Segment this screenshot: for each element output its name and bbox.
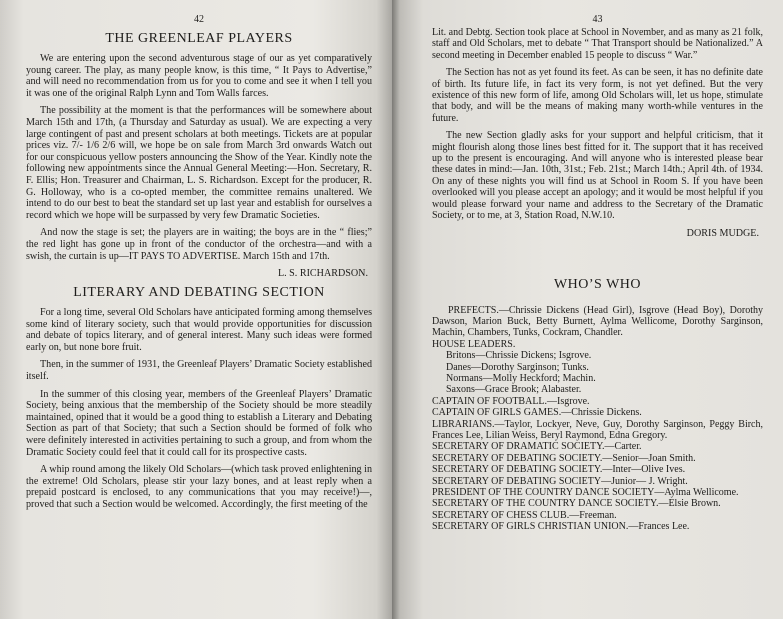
paragraph: And now the stage is set; the players are in waiting; the boys are in the “ flies;” the red light has gone up in front of the conductor of the orchestra—and with a swish, the curtain is up—IT PAYS TO ADVERTISE. March 15th and 17th. (26, 227, 372, 262)
paragraph: For a long time, several Old Scholars have anticipated forming among themselves some kind of literary society, such that would provide opportunities for discussion and debate of topics literary, and of general interest. Many such ideas were formed early on, but none bore fruit. (26, 307, 372, 353)
house-leader-entry: Saxons—Grace Brook; Alabaster. (446, 384, 582, 396)
page-number: 43 (592, 14, 603, 25)
office-entry: SECRETARY OF GIRLS CHRISTIAN UNION.—Frances Lee. (432, 521, 690, 533)
office-entry: SECRETARY OF DRAMATIC SOCIETY.—Carter. (432, 441, 642, 453)
house-leader-entry: Normans—Molly Heckford; Machin. (446, 372, 596, 384)
paragraph: The possibility at the moment is that the performances will be somewhere about March 15th and 17th, (a Thursday and Saturday as usual). We are expecting a very large contingent of past and present scholars at both meetings. Tickets are at popular prices viz. 7/- 1/6 2/6 will, we hope be on sale from March 3rd onwards Watch out for our conspicuous yellow posters announcing the Show of the Year. Kindly note the following new appointments since the Annual General Meeting:—Hon. Secretary, R. F. Ellis; Hon. Treasurer and Chairman, L. S. Richardson. Except for the producer, R. G. Holloway, who is a co-opted member, the committee remains unaltered. We intend to do our best to beat the standard set up last year and establish for ourselves a record which we hope will be surpassed by very few Dramatic Societies. (26, 105, 372, 221)
paragraph: Lit. and Debtg. Section took place at School in November, and as many as 21 folk, staff and Old Scholars, met to debate “ That Transport should be Nationalized.” A second meeting in December enabled 15 people to discuss “ War.” (432, 27, 763, 61)
paragraph: The Section has not as yet found its feet. As can be seen, it has no definite date of birth. Its future life, in fact its very form, is not yet defined. But the very existence of this new form of life, among Old Scholars will, let us hope, stimulate that body, and will be the means of making many worth-while ventures in the future. (432, 67, 763, 124)
signature: L. S. RICHARDSON. (277, 268, 368, 280)
office-entry: CAPTAIN OF GIRLS GAMES.—Chrissie Dickens. (432, 407, 642, 419)
section-title-greenleaf-players: THE GREENLEAF PLAYERS (105, 31, 293, 46)
section-title-literary-debating: LITERARY AND DEBATING SECTION (73, 285, 325, 301)
office-entry: CAPTAIN OF FOOTBALL.—Isgrove. (432, 395, 590, 407)
paragraph: Then, in the summer of 1931, the Greenleaf Players’ Dramatic Society established itself. (26, 359, 372, 383)
right-page (392, 0, 783, 619)
office-entry: SECRETARY OF THE COUNTRY DANCE SOCIETY.—Elsie Brown. (432, 498, 721, 510)
prefects-entry: PREFECTS.—Chrissie Dickens (Head Girl), Isgrove (Head Boy), Dorothy Dawson, Marion Buck, Betty Burnett, Aylma Wellicome, Dorothy Sarginson, Machin, Chambers, Tunks, Cockram, Chandler. (432, 304, 763, 339)
paragraph: The new Section gladly asks for your support and helpful criticism, that it might flourish along those lines best fitted for it. The support that it has received up to the present is encouraging. And will anyone who is interested please bear these dates in mind:—Jan. 10th, 31st.; Feb. 21st.; March 14th.; April 4th. of 1934. On any of these nights you will find us at School in Room S. If you have been overlooked will you please accept an apology; and it would be most helpful if you would please forward your name and address to the Secretary of the Dramatic Society, or to me, at 3, Station Road, N.W.10. (432, 130, 763, 222)
office-entry: SECRETARY OF DEBATING SOCIETY—Junior— J. Wright. (432, 475, 688, 487)
paragraph: A whip round among the likely Old Scholars—(which task proved enlightening in the extreme! Old Scholars, please stir your lazy bones, and at least reply when a prepaid postcard is enclosed, to any communications that you may receive!)—, proved that such a Section would be welcomed. Accordingly, the first meeting of the (26, 464, 372, 510)
section-title-whos-who: WHO’S WHO (553, 276, 642, 292)
office-entry: LIBRARIANS.—Taylor, Lockyer, Neve, Guy, Dorothy Sarginson, Peggy Birch, Frances Lee, Lilian Weiss, Beryl Raymond, Edna Gregory. (432, 418, 763, 441)
signature: DORIS MUDGE. (686, 227, 759, 239)
whos-who-section (432, 277, 763, 533)
house-leaders-title: HOUSE LEADERS. (432, 338, 516, 350)
house-leader-entry: Danes—Dorothy Sarginson; Tunks. (446, 361, 589, 373)
page-number: 42 (194, 14, 204, 25)
office-entry: PRESIDENT OF THE COUNTRY DANCE SOCIETY—Aylma Wellicome. (432, 487, 739, 498)
office-entry: SECRETARY OF DEBATING SOCIETY.—Senior—Joan Smith. (432, 452, 696, 464)
paragraph: In the summer of this closing year, members of the Greenleaf Players’ Dramatic Society, being anxious that the membership of the Society should be more steadily maintained, opined that it would be a good thing to establish a Literary and Debating Section as part of that Society; that such a Section should be formed of folk who were definitely interested in activities pertaining to such a group, and from whom the Dramatic Society could feel that it could call for its prospective casts. (26, 388, 372, 458)
house-leader-entry: Britons—Chrissie Dickens; Isgrove. (446, 350, 592, 362)
paragraph: We are entering upon the second adventurous stage of our as yet comparatively young career. The play, as many people know, is this time, “ It Pays to Advertise,” and will need no recommendation from us for you to come and see it when I tell you it was one of the original Ralph Lynn and Tom Walls farces. (26, 53, 372, 99)
office-entry: SECRETARY OF CHESS CLUB.—Freeman. (432, 509, 617, 521)
office-entry: SECRETARY OF DEBATING SOCIETY.—Inter—Olive Ives. (432, 464, 686, 476)
